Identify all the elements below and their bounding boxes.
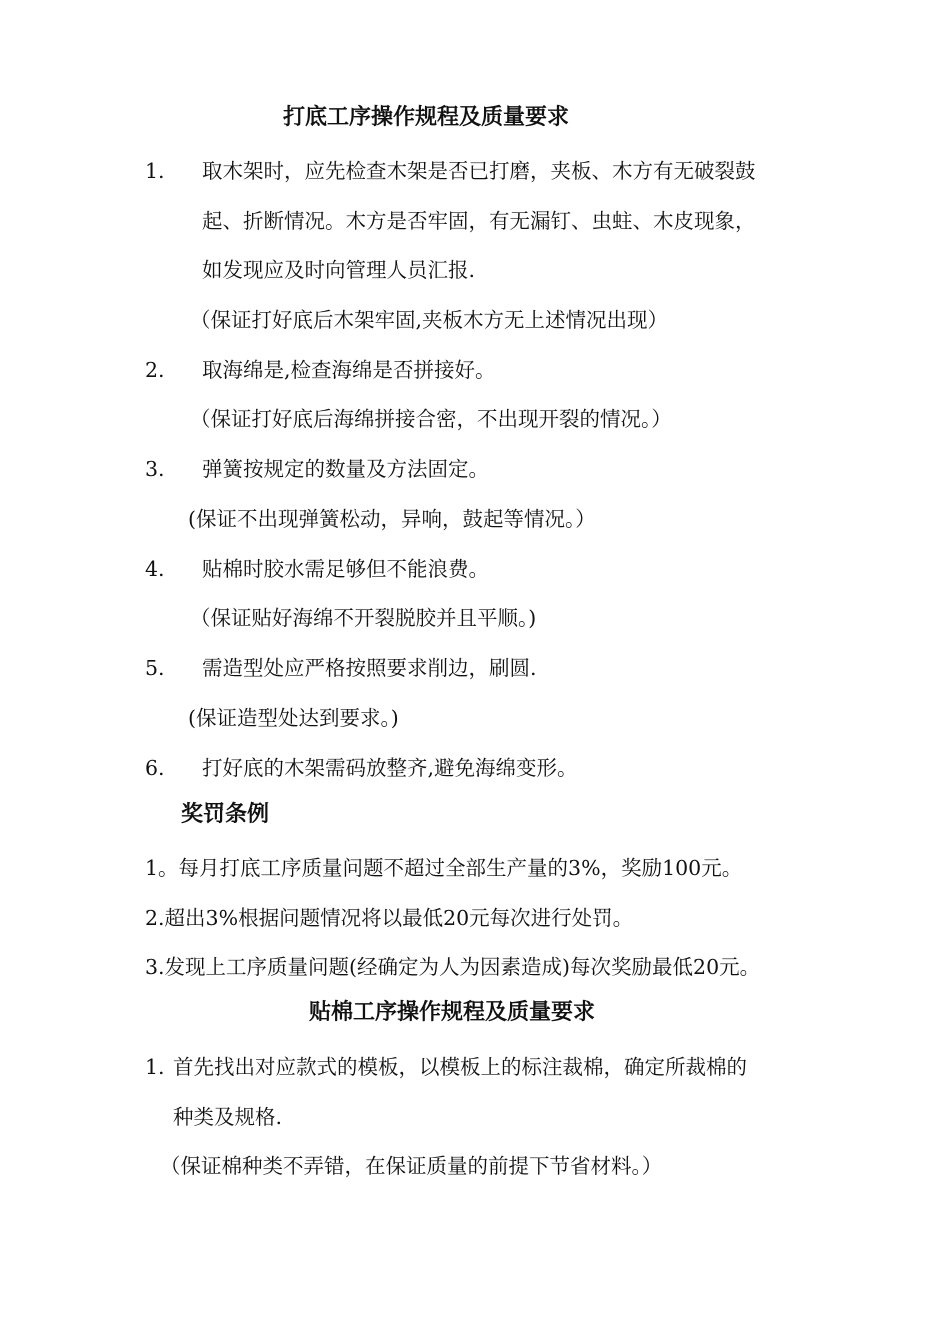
item-text: 打好底的木架需码放整齐,避免海绵变形。 (202, 756, 578, 780)
item-number: 2. (145, 358, 165, 382)
item-number: 5. (145, 656, 165, 680)
item-text: 取木架时，应先检查木架是否已打磨，夹板、木方有无破裂鼓 (202, 159, 756, 183)
item-note: （保证打好底后木架牢固,夹板木方无上述情况出现） (190, 308, 669, 332)
item-text: 首先找出对应款式的模板，以模板上的标注裁棉，确定所裁棉的 (173, 1055, 747, 1079)
item-number: 4. (145, 557, 165, 581)
rewards-title: 奖罚条例 (181, 802, 270, 827)
item-text: 贴棉时胶水需足够但不能浪费。 (202, 557, 489, 581)
rewards-line: 3.发现上工序质量问题(经确定为人为因素造成)每次奖励最低20元。 (145, 955, 761, 979)
section1-title: 打底工序操作规程及质量要求 (283, 105, 570, 130)
item-note: （保证贴好海绵不开裂脱胶并且平顺。) (190, 606, 537, 630)
item-text: 种类及规格. (173, 1105, 283, 1129)
item-text: 如发现应及时向管理人员汇报. (202, 258, 476, 282)
item-note: (保证不出现弹簧松动，异响，鼓起等情况。） (188, 507, 596, 531)
item-text: 弹簧按规定的数量及方法固定。 (202, 457, 489, 481)
item-text: 起、折断情况。木方是否牢固，有无漏钉、虫蛀、木皮现象， (202, 209, 756, 233)
item-text: 取海绵是,检查海绵是否拼接好。 (202, 358, 496, 382)
item-note: （保证打好底后海绵拼接合密，不出现开裂的情况。） (190, 407, 672, 431)
item-number: 1. (145, 1055, 165, 1079)
item-number: 6. (145, 756, 165, 780)
item-note: (保证造型处达到要求。) (188, 706, 399, 730)
item-number: 3. (145, 457, 165, 481)
section2-title: 贴棉工序操作规程及质量要求 (309, 1000, 596, 1025)
item-note: （保证棉种类不弄错，在保证质量的前提下节省材料。） (160, 1154, 663, 1178)
rewards-line: 2.超出3%根据问题情况将以最低20元每次进行处罚。 (145, 906, 634, 930)
item-text: 需造型处应严格按照要求削边，刷圆. (202, 656, 537, 680)
item-number: 1. (145, 159, 165, 183)
rewards-line: 1。每月打底工序质量问题不超过全部生产量的3%，奖励100元。 (145, 856, 743, 880)
